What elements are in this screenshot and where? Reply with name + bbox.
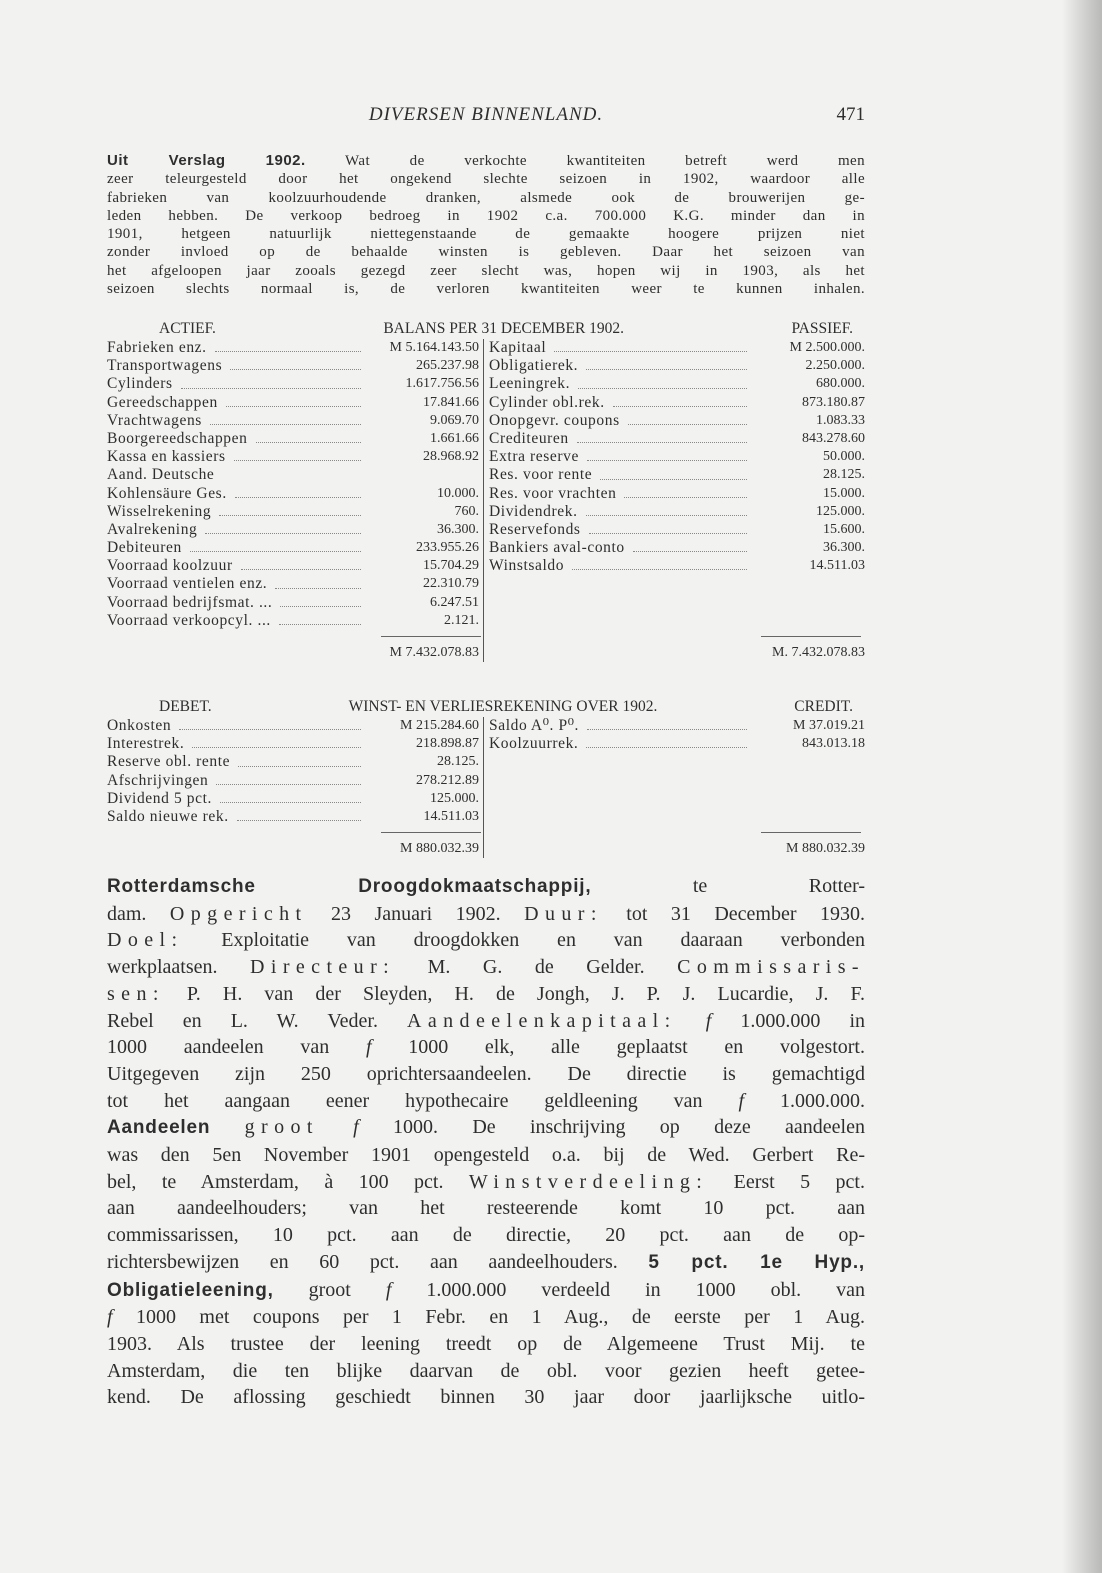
dot-leader <box>230 357 361 370</box>
text-line <box>107 1088 865 1115</box>
row-amount: M 5.164.143.50 <box>389 340 479 355</box>
row-amount: M 215.284.60 <box>400 718 479 733</box>
dot-leader <box>234 448 361 461</box>
dot-leader <box>587 448 747 461</box>
dot-leader <box>280 594 361 607</box>
scan-binding-edge <box>1062 0 1102 1573</box>
dot-leader <box>235 485 361 498</box>
row-label: Onkosten <box>107 717 172 734</box>
text-line <box>107 1222 865 1249</box>
row-label: Dividendrek. <box>489 502 578 520</box>
row-label: Onopgevr. coupons <box>489 411 620 429</box>
text-segment: zeer teleurgesteld door het ongekend slechte seizoen in 1902, waardoor alle <box>107 171 865 188</box>
row-label: Avalrekening <box>107 520 198 538</box>
table-row <box>107 375 485 393</box>
spaced-label-text: Commissaris- <box>677 956 865 979</box>
text-line <box>107 170 865 188</box>
bold-heading-text: Uit Verslag 1902. <box>107 152 306 169</box>
row-label: Reserve obl. rente <box>107 753 231 771</box>
right-column <box>485 717 865 858</box>
text-line <box>107 1358 865 1385</box>
text-line <box>107 152 865 170</box>
row-label: Kapitaal <box>489 339 547 356</box>
table-row <box>489 339 865 357</box>
table-row <box>489 557 865 575</box>
left-heading: DEBET. <box>159 698 212 715</box>
table-row <box>107 575 485 593</box>
text-segment: bel, te Amsterdam, à 100 pct. <box>107 1170 469 1193</box>
right-column <box>485 339 865 662</box>
table-row <box>489 521 865 539</box>
table-row <box>107 790 485 808</box>
row-amount: 14.511.03 <box>809 558 865 574</box>
dot-leader <box>589 521 747 534</box>
row-label: Vrachtwagens <box>107 411 202 429</box>
total-amount: M. 7.432.078.83 <box>772 645 865 660</box>
table-row <box>107 503 485 521</box>
text-segment: richtersbewijzen en 60 pct. aan aandeelhouders. <box>107 1250 649 1273</box>
row-label: Kohlensäure Ges. <box>107 484 227 502</box>
text-segment: P. H. van der Sleyden, H. de Jongh, J. P. J. Lucardie, J. F. <box>164 982 865 1005</box>
row-label: Afschrijvingen <box>107 771 209 789</box>
text-segment: 1000. De inschrijving op deze aandeelen <box>358 1116 865 1139</box>
bold-heading-text: 5 pct. 1e Hyp., <box>648 1251 865 1273</box>
text-segment: Wat de verkochte kwantiteiten betreft werd men <box>305 153 865 169</box>
row-label: Cylinders <box>107 375 173 393</box>
table-row <box>107 772 485 790</box>
text-segment: dam. <box>107 902 170 925</box>
column-divider <box>483 717 484 858</box>
text-segment: seizoen slechts normaal is, de verloren kwantiteiten weer te kunnen inhalen. <box>107 281 865 298</box>
total-row <box>107 644 485 662</box>
row-amount: 760. <box>454 503 479 519</box>
dot-leader <box>279 612 361 625</box>
row-label: Aand. Deutsche <box>107 466 215 484</box>
text-segment <box>210 1116 244 1138</box>
row-label: Voorraad ventielen enz. <box>107 575 268 593</box>
text-segment: kend. De aflossing geschiedt binnen 30 jaar door jaarlijksche uitlo- <box>107 1386 865 1409</box>
left-column <box>107 717 485 858</box>
text-segment: 1000 aandeelen van <box>107 1036 366 1059</box>
text-line <box>107 1169 865 1196</box>
table-row <box>107 808 485 826</box>
row-label: Bankiers aval-conto <box>489 539 625 557</box>
text-segment: 1901, hetgeen natuurlijk niettegenstaande de gemaakte hoogere prijzen niet <box>107 226 865 243</box>
row-amount: 125.000. <box>816 503 865 519</box>
row-amount: 10.000. <box>437 485 479 501</box>
page-number: 471 <box>836 104 865 125</box>
table-row <box>489 485 865 503</box>
row-amount: 22.310.79 <box>423 576 479 592</box>
row-amount: 218.898.87 <box>416 736 479 752</box>
row-label: Saldo nieuwe rek. <box>107 807 229 825</box>
text-segment: 1000 elk, alle geplaatst en volgestort. <box>371 1036 865 1059</box>
dot-leader <box>192 735 361 748</box>
right-heading: PASSIEF. <box>791 320 853 337</box>
dot-leader <box>586 503 747 516</box>
table-row <box>107 339 485 357</box>
left-heading: ACTIEF. <box>159 320 216 337</box>
spaced-label-text: sen: <box>107 982 165 1005</box>
dot-leader <box>220 790 361 803</box>
dot-leader <box>613 394 747 407</box>
table-row <box>107 412 485 430</box>
text-segment: leden hebben. De verkoop bedroeg in 1902 c.a. 700.000 K.G. minder dan in <box>107 207 865 224</box>
florin-symbol: f <box>107 1306 113 1329</box>
text-line <box>107 1061 865 1088</box>
table-row <box>489 735 865 753</box>
text-segment: 1.000.000. <box>744 1089 865 1112</box>
spaced-label-text: Aandeelenkapitaal: <box>407 1009 677 1032</box>
dot-leader <box>577 430 747 443</box>
table-row <box>107 753 485 771</box>
table-row <box>489 539 865 557</box>
row-label: Crediteuren <box>489 429 569 447</box>
text-line <box>107 262 865 280</box>
row-label: Transportwagens <box>107 357 223 375</box>
total-row <box>107 840 485 858</box>
table-row <box>489 430 865 448</box>
dot-leader <box>586 357 747 370</box>
dot-leader <box>215 339 361 352</box>
dot-leader <box>216 772 361 785</box>
text-line <box>107 1142 865 1169</box>
row-label: Voorraad verkoopcyl. ... <box>107 611 271 629</box>
dot-leader <box>256 430 362 443</box>
row-label: Dividend 5 pct. <box>107 789 212 807</box>
dot-leader <box>624 485 747 498</box>
text-line <box>107 1195 865 1222</box>
row-label: Wisselrekening <box>107 502 212 520</box>
row-amount: 6.247.51 <box>430 594 479 610</box>
row-amount: 843.278.60 <box>802 430 865 446</box>
text-line <box>107 1249 865 1277</box>
dot-leader <box>633 539 747 552</box>
row-amount: 36.300. <box>823 540 865 556</box>
text-segment: was den 5en November 1901 opengesteld o.a. bij de Wed. Gerbert Re- <box>107 1144 865 1167</box>
table-row <box>107 485 485 503</box>
dot-leader <box>179 717 361 730</box>
text-segment <box>677 1010 706 1032</box>
row-amount: 9.069.70 <box>430 412 479 428</box>
table-caption <box>107 319 865 339</box>
empty-row <box>489 612 865 630</box>
empty-row <box>489 790 865 808</box>
florin-symbol: f <box>365 1036 372 1059</box>
dot-leader <box>238 753 361 766</box>
text-segment: 1903. Als trustee der leening treedt op de Algemeene Trust Mij. te <box>107 1332 865 1355</box>
text-segment: Uitgegeven zijn 250 oprichtersaandeelen. De directie is gemachtigd <box>107 1062 865 1085</box>
spaced-label-text: groot <box>244 1116 319 1139</box>
row-label: Saldo A⁰. P⁰. <box>489 717 579 734</box>
row-amount: 28.968.92 <box>423 449 479 465</box>
row-amount: M 2.500.000. <box>789 340 865 355</box>
row-label: Voorraad koolzuur <box>107 557 233 575</box>
text-line <box>107 243 865 261</box>
dot-leader <box>210 412 361 425</box>
column-divider <box>483 339 484 662</box>
text-line <box>107 207 865 225</box>
table-row <box>489 412 865 430</box>
row-amount: 1.083.33 <box>816 412 865 428</box>
table-row <box>107 557 485 575</box>
table-row <box>489 357 865 375</box>
row-amount: 873.180.87 <box>802 394 865 410</box>
row-amount: 15.704.29 <box>423 558 479 574</box>
text-line <box>107 1034 865 1061</box>
table-row <box>107 394 485 412</box>
text-segment: tot 31 December 1930. <box>602 902 866 925</box>
florin-symbol: f <box>705 1009 712 1032</box>
dot-leader <box>587 717 747 730</box>
table-row <box>107 735 485 753</box>
dot-leader <box>578 375 747 388</box>
text-line <box>107 1008 865 1035</box>
row-label: Voorraad bedrijfsmat. ... <box>107 593 273 611</box>
text-segment: groot <box>273 1278 386 1301</box>
total-row <box>489 644 865 662</box>
total-amount: M 880.032.39 <box>786 841 865 857</box>
total-amount: M 880.032.39 <box>400 841 479 857</box>
row-amount: M 37.019.21 <box>793 718 865 733</box>
right-heading: CREDIT. <box>794 698 853 715</box>
table-title: WINST- EN VERLIESREKENING OVER 1902. <box>348 698 658 715</box>
row-label: Kassa en kassiers <box>107 448 226 466</box>
balance-sheet <box>107 319 865 662</box>
table-row <box>489 394 865 412</box>
dot-leader <box>275 575 361 588</box>
row-label: Winstsaldo <box>489 557 565 575</box>
row-amount: 1.617.756.56 <box>405 376 479 392</box>
row-label: Gereedschappen <box>107 393 218 411</box>
empty-row <box>489 753 865 771</box>
row-label: Interestrek. <box>107 735 185 753</box>
row-amount: 233.955.26 <box>416 540 479 556</box>
text-segment: 23 Januari 1902. <box>307 902 525 925</box>
table-row <box>107 594 485 612</box>
text-line <box>107 927 865 954</box>
dot-leader <box>572 557 747 570</box>
row-label: Boorgereedschappen <box>107 429 248 447</box>
dot-leader <box>241 557 361 570</box>
dot-leader <box>628 412 747 425</box>
empty-row <box>489 772 865 790</box>
text-segment: M. G. de Gelder. <box>395 956 678 979</box>
table-row <box>107 357 485 375</box>
text-segment: Eerst 5 pct. <box>708 1170 865 1193</box>
table-row <box>107 448 485 466</box>
text-line <box>107 981 865 1008</box>
row-amount: 14.511.03 <box>423 808 479 824</box>
dot-leader <box>190 539 361 552</box>
text-segment: tot het aangaan eener hypothecaire geldleening van <box>107 1089 739 1112</box>
table-row <box>107 612 485 630</box>
spaced-label-text: Winstverdeeling: <box>468 1170 709 1193</box>
company-description-paragraph <box>107 873 865 1411</box>
row-amount: 680.000. <box>816 376 865 392</box>
text-line <box>107 280 865 298</box>
dot-leader <box>600 466 747 479</box>
row-amount: 278.212.89 <box>416 772 479 788</box>
row-label: Koolzuurrek. <box>489 735 579 753</box>
running-header <box>107 104 865 130</box>
empty-row <box>489 808 865 826</box>
total-row <box>489 840 865 858</box>
text-segment: aan aandeelhouders; van het resteerende komt 10 pct. aan <box>107 1197 865 1220</box>
profit-loss-account <box>107 697 865 858</box>
row-amount: 36.300. <box>437 521 479 537</box>
table-columns <box>107 339 865 662</box>
text-line <box>107 1331 865 1358</box>
bold-heading-text: Rotterdamsche Droogdokmaatschappij, <box>107 876 592 897</box>
row-label: Extra reserve <box>489 448 579 466</box>
dot-leader <box>214 466 367 484</box>
table-row <box>489 375 865 393</box>
row-amount: 125.000. <box>430 790 479 806</box>
dot-leader <box>586 735 747 748</box>
section-title: DIVERSEN BINNENLAND. <box>368 104 604 125</box>
dot-leader <box>181 375 361 388</box>
text-segment: te Rotter- <box>591 875 865 897</box>
text-line <box>107 189 865 207</box>
empty-row <box>489 594 865 612</box>
florin-symbol: f <box>738 1089 745 1112</box>
row-amount: 28.125. <box>823 467 865 483</box>
left-column <box>107 339 485 662</box>
table-row <box>107 717 485 735</box>
spaced-label-text: Opgericht <box>169 902 308 925</box>
dot-leader <box>219 503 361 516</box>
text-line <box>107 1277 865 1305</box>
dot-leader <box>205 521 361 534</box>
row-amount: 265.237.98 <box>416 358 479 374</box>
table-row <box>489 717 865 735</box>
text-line <box>107 1304 865 1331</box>
text-segment: het afgeloopen jaar zooals gezegd zeer slecht was, hopen wij in 1903, als het <box>107 262 865 279</box>
row-amount: 28.125. <box>437 754 479 770</box>
row-label: Reservefonds <box>489 520 581 538</box>
table-caption <box>107 697 865 717</box>
text-line <box>107 1114 865 1142</box>
spaced-label-text: Duur: <box>524 902 603 925</box>
row-label: Res. voor rente <box>489 466 593 484</box>
table-title: BALANS PER 31 DECEMBER 1902. <box>383 320 625 337</box>
text-segment: Amsterdam, die ten blijke daarvan de obl. voor gezien heeft getee- <box>107 1359 865 1382</box>
row-amount: 15.000. <box>823 485 865 501</box>
table-row <box>107 521 485 539</box>
row-amount: 2.121. <box>444 612 479 628</box>
table-row <box>489 448 865 466</box>
text-segment: Rebel en L. W. Veder. <box>107 1009 408 1032</box>
text-line <box>107 873 865 901</box>
row-amount <box>367 466 485 484</box>
text-segment: 1000 met coupons per 1 Febr. en 1 Aug., de eerste per 1 Aug. <box>112 1306 865 1329</box>
row-amount: 843.013.18 <box>802 736 865 752</box>
spaced-label-text: Doel: <box>107 929 184 952</box>
text-segment: 1.000.000 in <box>711 1009 865 1032</box>
dot-leader <box>226 394 361 407</box>
spaced-label-text: Directeur: <box>250 956 396 979</box>
row-amount: 2.250.000. <box>805 358 865 374</box>
row-amount: 15.600. <box>823 521 865 537</box>
total-amount: M 7.432.078.83 <box>389 645 479 660</box>
dot-leader <box>554 339 747 352</box>
row-label: Leeningrek. <box>489 375 571 393</box>
text-line <box>107 901 865 928</box>
table-columns <box>107 717 865 858</box>
text-segment: commissarissen, 10 pct. aan de directie, 20 pct. aan de op- <box>107 1224 865 1247</box>
row-label: Fabrieken enz. <box>107 339 207 356</box>
row-amount: 17.841.66 <box>423 394 479 410</box>
bold-heading-text: Aandeelen <box>107 1117 211 1139</box>
text-segment: zonder invloed op de behaalde winsten is gebleven. Daar het seizoen van <box>107 244 865 261</box>
text-segment: Exploitatie van droogdokken en van daaraan verbonden <box>183 929 865 952</box>
florin-symbol: f <box>353 1116 359 1139</box>
row-label: Debiteuren <box>107 539 182 557</box>
bold-heading-text: Obligatieleening, <box>107 1279 274 1301</box>
text-line <box>107 1384 865 1411</box>
report-excerpt-paragraph <box>107 152 865 298</box>
text-line <box>107 225 865 243</box>
text-line <box>107 954 865 981</box>
dot-leader <box>237 808 361 821</box>
table-row <box>107 430 485 448</box>
row-amount: 1.661.66 <box>430 430 479 446</box>
text-segment <box>319 1116 353 1138</box>
row-label: Obligatierek. <box>489 357 579 375</box>
florin-symbol: f <box>385 1278 392 1301</box>
text-segment: fabrieken van koolzuurhoudende dranken, alsmede ook de brouwerijen ge- <box>107 189 865 206</box>
table-row <box>489 503 865 521</box>
text-segment: werkplaatsen. <box>107 956 251 979</box>
table-row <box>489 466 865 484</box>
empty-row <box>489 575 865 593</box>
text-segment: 1.000.000 verdeeld in 1000 obl. van <box>391 1278 865 1301</box>
row-label: Res. voor vrachten <box>489 484 617 502</box>
row-amount: 50.000. <box>823 449 865 465</box>
table-row <box>107 466 485 484</box>
table-row <box>107 539 485 557</box>
row-label: Cylinder obl.rek. <box>489 393 605 411</box>
